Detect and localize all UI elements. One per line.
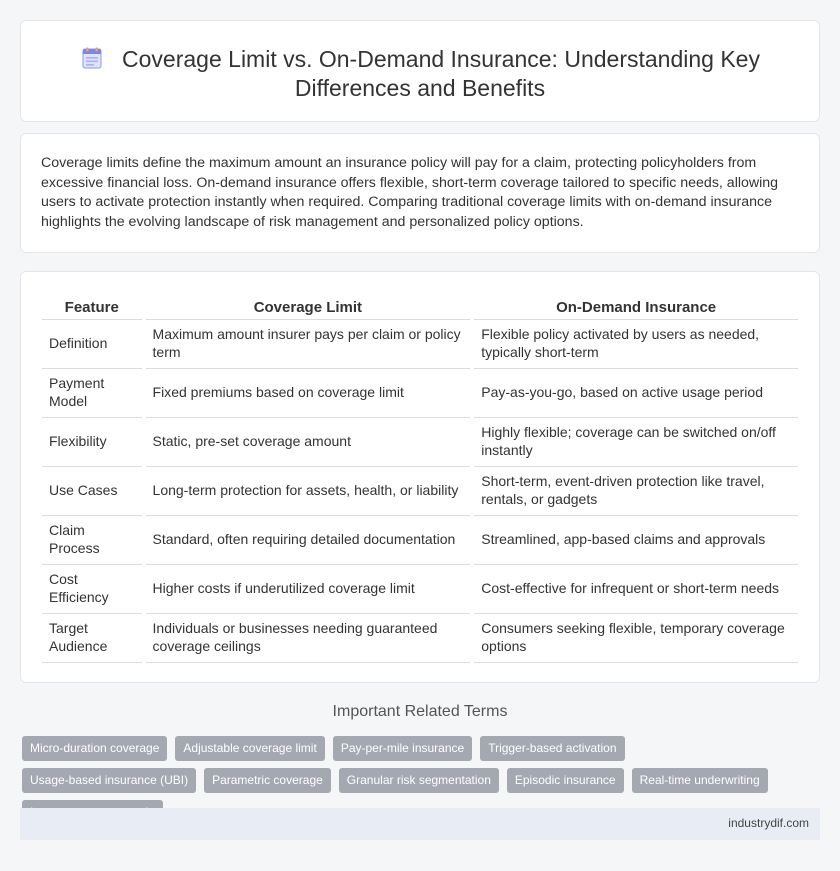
header-feature: Feature [42,297,142,319]
table-row [42,613,798,662]
row-coverage-limit: Long-term protection for assets, health, or liability [146,466,471,515]
row-feature: Use Cases [42,466,142,515]
row-coverage-limit: Individuals or businesses needing guaranteed coverage ceilings [146,613,471,662]
document-icon [80,46,104,70]
row-feature: Definition [42,319,142,368]
table-row [42,319,798,368]
row-coverage-limit: Maximum amount insurer pays per claim or policy term [146,319,471,368]
page-title-text: Coverage Limit vs. On-Demand Insurance: Understanding Key Differences and Benefits [122,46,760,101]
related-term-tag[interactable]: Granular risk segmentation [339,768,499,793]
footer-site-link[interactable]: industrydif.com [728,816,809,830]
related-term-tag[interactable]: Trigger-based activation [480,736,624,761]
row-on-demand: Highly flexible; coverage can be switched on/off instantly [474,417,798,466]
comparison-card [20,271,820,683]
related-term-tag[interactable]: Micro-duration coverage [22,736,167,761]
page-title [61,45,779,103]
table-row [42,564,798,613]
header-on-demand: On-Demand Insurance [474,297,798,319]
row-coverage-limit: Static, pre-set coverage amount [146,417,471,466]
row-coverage-limit: Standard, often requiring detailed documentation [146,515,471,564]
table-header-row [42,297,798,319]
related-term-tag[interactable]: Adjustable coverage limit [175,736,324,761]
related-term-tag[interactable]: Pay-per-mile insurance [333,736,472,761]
row-on-demand: Consumers seeking flexible, temporary coverage options [474,613,798,662]
row-on-demand: Short-term, event-driven protection like travel, rentals, or gadgets [474,466,798,515]
comparison-table [42,297,798,663]
header-card [20,20,820,122]
row-on-demand: Flexible policy activated by users as needed, typically short-term [474,319,798,368]
row-on-demand: Cost-effective for infrequent or short-term needs [474,564,798,613]
footer-bar [20,808,820,840]
intro-paragraph: Coverage limits define the maximum amount an insurance policy will pay for a claim, protecting policyholders from excessive financial loss. On-demand insurance offers flexible, short-term coverage tailored to specific needs, allowing users to activate protection instantly when required. Comparing traditional coverage limits with on-demand insurance highlights the evolving landscape of risk management and personalized policy options. [41,155,779,230]
related-term-tag[interactable]: Usage-based insurance (UBI) [22,768,196,793]
row-coverage-limit: Higher costs if underutilized coverage limit [146,564,471,613]
row-on-demand: Streamlined, app-based claims and approvals [474,515,798,564]
row-on-demand: Pay-as-you-go, based on active usage period [474,368,798,417]
related-term-tag[interactable]: Episodic insurance [507,768,624,793]
table-row [42,368,798,417]
table-row [42,515,798,564]
header-coverage-limit: Coverage Limit [146,297,471,319]
related-term-tag[interactable]: Real-time underwriting [632,768,768,793]
related-term-tag[interactable]: Parametric coverage [204,768,331,793]
row-feature: Claim Process [42,515,142,564]
table-row [42,466,798,515]
row-feature: Cost Efficiency [42,564,142,613]
table-row [42,417,798,466]
related-terms-title: Important Related Terms [332,703,508,720]
row-feature: Target Audience [42,613,142,662]
intro-card [20,133,820,253]
row-coverage-limit: Fixed premiums based on coverage limit [146,368,471,417]
row-feature: Payment Model [42,368,142,417]
row-feature: Flexibility [42,417,142,466]
